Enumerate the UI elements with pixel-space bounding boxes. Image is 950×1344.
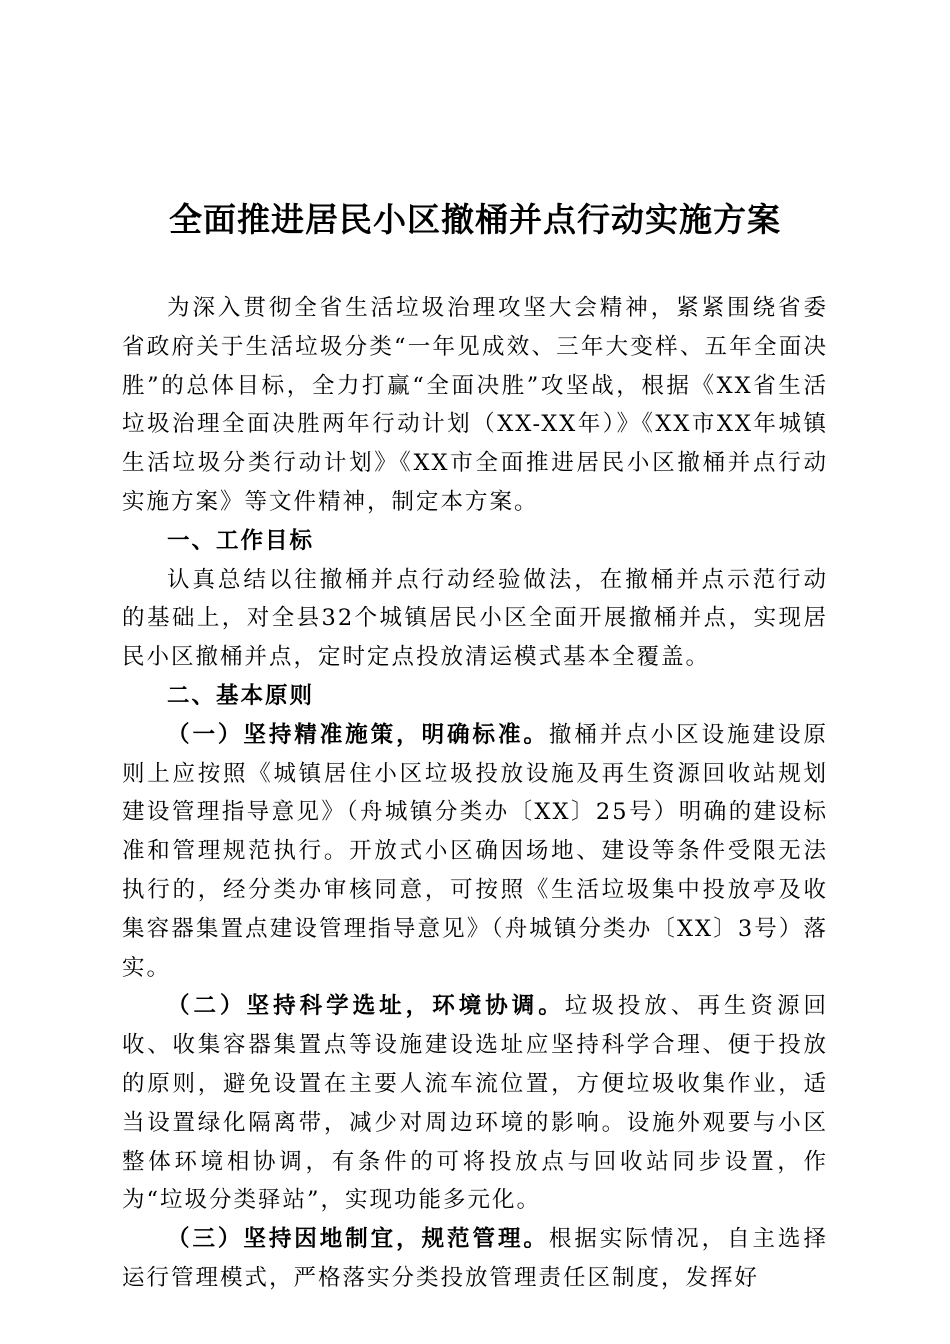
principle-text-3: 根据实际情况，自主选择运行管理模式，严格落实分类投放管理责任区制度，发挥好	[122, 1226, 828, 1291]
principle-lead-3: （三）坚持因地制宜，规范管理。	[167, 1226, 549, 1253]
principle-text-2: 垃圾投放、再生资源回收、收集容器集置点等设施建设选址应坚持科学合理、便于投放的原则，避免设置在主要人流车流位置，方便垃圾收集作业，适当设置绿化隔离带，减少对周边环境的影响。设施外观要与小区整体环境相协调，有条件的可将投放点与回收站同步设置，作为“垃圾分类驿站”，实现功能多元化。	[122, 993, 828, 1214]
intro-paragraph: 为深入贯彻全省生活垃圾治理攻坚大会精神，紧紧围绕省委省政府关于生活垃圾分类“一年见成效、三年大变样、五年全面决胜”的总体目标，全力打赢“全面决胜”攻坚战，根据《XX省生活垃圾治理全面决胜两年行动计划（XX-XX年）》《XX市XX年城镇生活垃圾分类行动计划》《XX市全面推进居民小区撤桶并点行动实施方案》等文件精神，制定本方案。	[122, 295, 828, 515]
principle-text-1: 撤桶并点小区设施建设原则上应按照《城镇居住小区垃圾投放设施及再生资源回收站规划建设管理指导意见》（舟城镇分类办〔XX〕25号）明确的建设标准和管理规范执行。开放式小区确因场地、建设等条件受限无法执行的，经分类办审核同意，可按照《生活垃圾集中投放亭及收集容器集置点建设管理指导意见》（舟城镇分类办〔XX〕3号）落实。	[122, 721, 828, 981]
principle-paragraph-2	[122, 987, 828, 1220]
principle-lead-2: （二）坚持科学选址，环境协调。	[167, 993, 565, 1020]
section-heading-goals: 一、工作目标	[167, 527, 315, 554]
section-heading-principles: 二、基本原则	[167, 682, 315, 709]
document-body	[122, 289, 828, 1298]
goals-paragraph: 认真总结以往撤桶并点行动经验做法，在撤桶并点示范行动的基础上，对全县32个城镇居民小区全面开展撤桶并点，实现居民小区撤桶并点，定时定点投放清运模式基本全覆盖。	[122, 566, 828, 671]
principle-paragraph-3	[122, 1220, 828, 1298]
principle-paragraph-1	[122, 716, 828, 988]
principle-lead-1: （一）坚持精准施策，明确标准。	[167, 721, 549, 748]
document-title: 全面推进居民小区撤桶并点行动实施方案	[169, 200, 781, 239]
